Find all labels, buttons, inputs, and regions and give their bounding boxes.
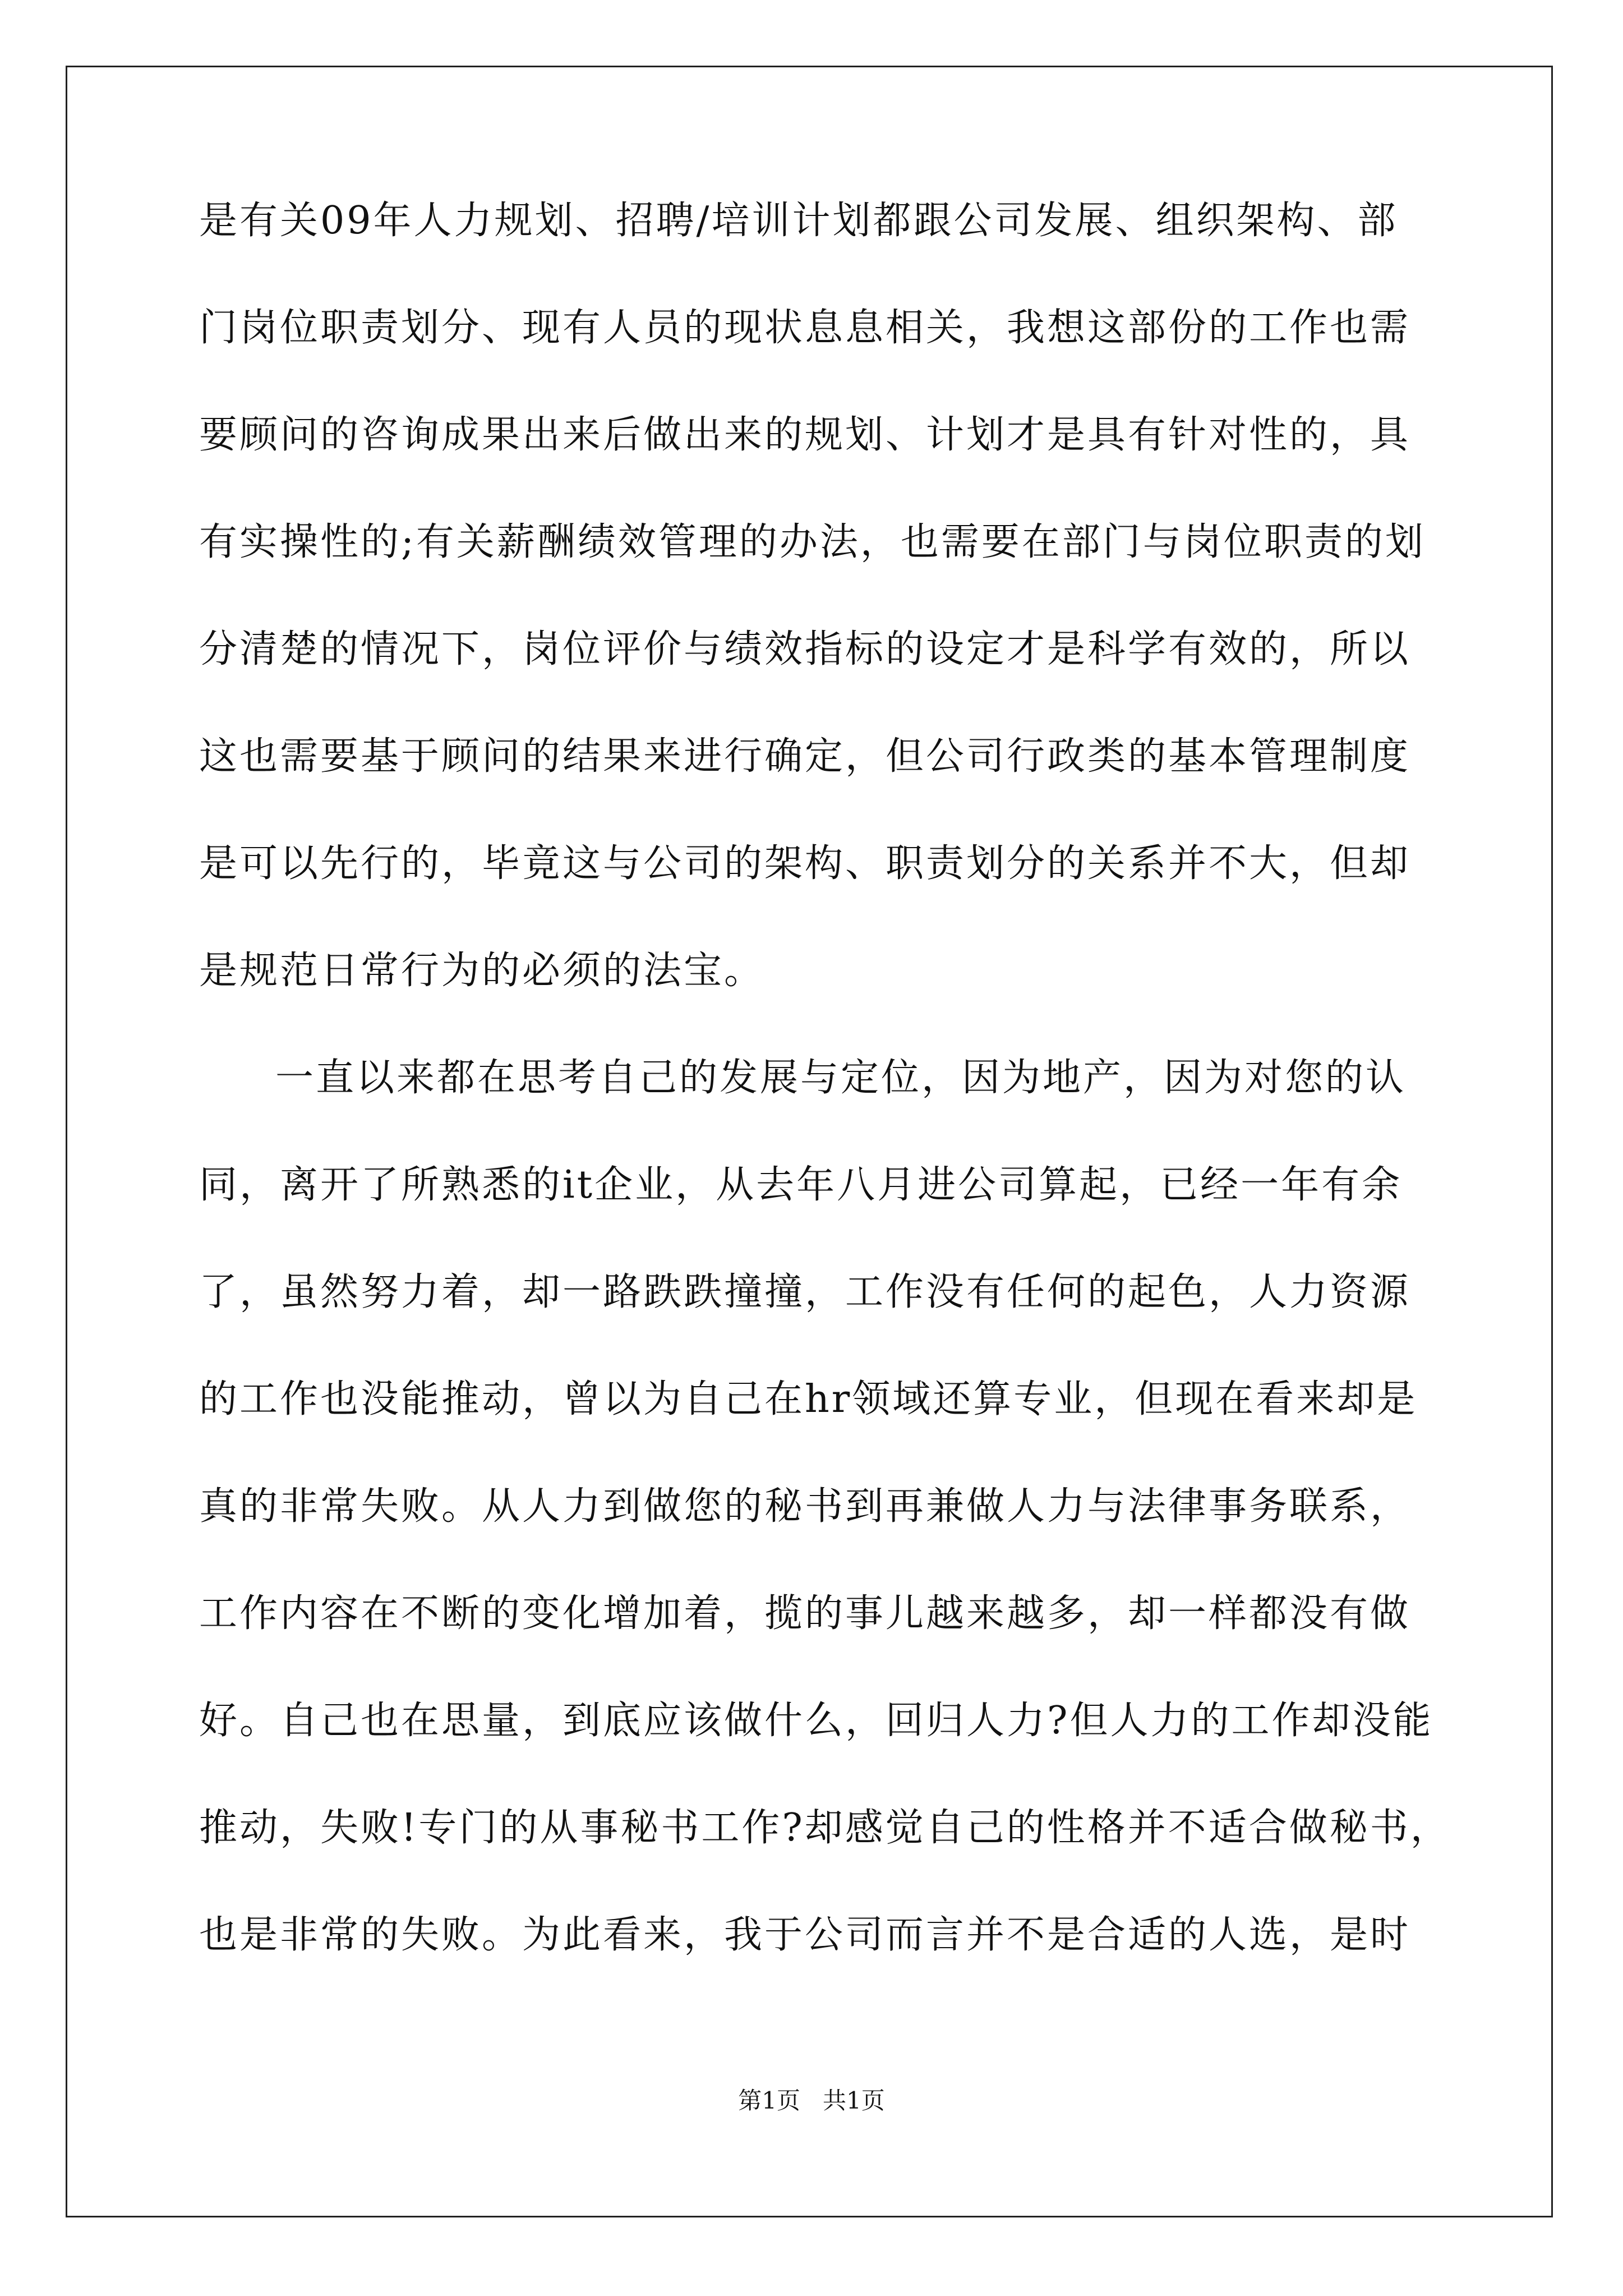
text-line: 门岗位职责划分、现有人员的现状息息相关，我想这部份的工作也需 <box>199 306 1411 350</box>
text-line: 要顾问的咨询成果出来后做出来的规划、计划才是具有针对性的，具 <box>199 413 1411 457</box>
text-line: 同，离开了所熟悉的it企业，从去年八月进公司算起，已经一年有余 <box>199 1163 1403 1207</box>
text-line: 推动，失败!专门的从事秘书工作?却感觉自己的性格并不适合做秘书， <box>199 1806 1451 1850</box>
text-line: 的工作也没能推动，曾以为自己在hr领域还算专业，但现在看来却是 <box>199 1377 1418 1421</box>
text-line: 这也需要基于顾问的结果来进行确定，但公司行政类的基本管理制度 <box>199 734 1411 779</box>
text-line: 分清楚的情况下，岗位评价与绩效指标的设定才是科学有效的，所以 <box>199 627 1411 671</box>
text-line: 是可以先行的，毕竟这与公司的架构、职责划分的关系并不大，但却 <box>199 841 1411 886</box>
text-line: 也是非常的失败。为此看来，我于公司而言并不是合适的人选，是时 <box>199 1913 1411 1957</box>
text-line: 了，虽然努力着，却一路跌跌撞撞，工作没有任何的起色，人力资源 <box>199 1270 1411 1314</box>
text-line: 是有关09年人力规划、招聘/培训计划都跟公司发展、组织架构、部 <box>199 199 1398 243</box>
text-line: 好。自己也在思量，到底应该做什么，回归人力?但人力的工作却没能 <box>199 1699 1433 1743</box>
text-line: 是规范日常行为的必须的法宝。 <box>199 949 765 993</box>
page-number-footer: 第1页 共1页 <box>738 2087 885 2114</box>
paragraph-start-line: 一直以来都在思考自己的发展与定位，因为地产，因为对您的认 <box>275 1056 1407 1100</box>
text-line: 真的非常失败。从人力到做您的秘书到再兼做人力与法律事务联系， <box>199 1484 1411 1529</box>
document-body <box>199 199 1451 2023</box>
text-line: 有实操性的;有关薪酬绩效管理的办法，也需要在部门与岗位职责的划 <box>199 520 1426 564</box>
text-line: 工作内容在不断的变化增加着，揽的事儿越来越多，却一样都没有做 <box>199 1591 1411 1636</box>
